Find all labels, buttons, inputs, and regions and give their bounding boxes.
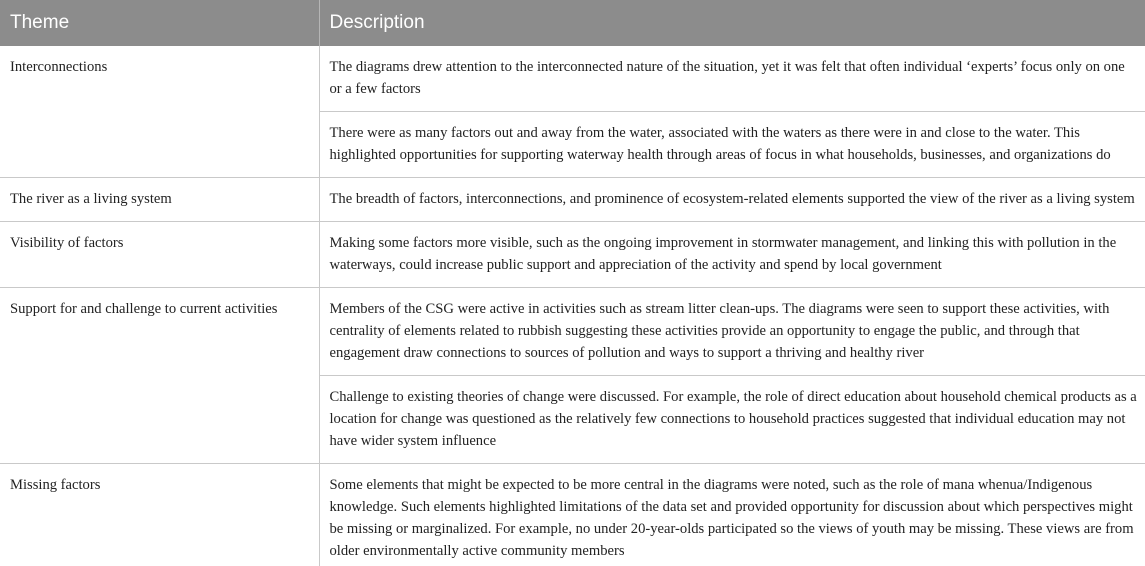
theme-cell: Interconnections: [0, 46, 319, 178]
header-theme: Theme: [0, 0, 319, 46]
table-row: [0, 46, 1145, 112]
table-header-row: [0, 0, 1145, 46]
description-cell: There were as many factors out and away from the water, associated with the waters as there were in and close to the water. This highlighted opportunities for supporting waterway health through areas of focus in what households, businesses, and organizations do: [319, 112, 1145, 178]
table-row: [0, 288, 1145, 376]
description-cell: The breadth of factors, interconnections, and prominence of ecosystem-related elements supported the view of the river as a living system: [319, 178, 1145, 222]
theme-cell: The river as a living system: [0, 178, 319, 222]
description-cell: Making some factors more visible, such as the ongoing improvement in stormwater management, and linking this with pollution in the waterways, could increase public support and appreciation of the activity and spend by local government: [319, 222, 1145, 288]
description-cell: The diagrams drew attention to the interconnected nature of the situation, yet it was felt that often individual ‘experts’ focus only on one or a few factors: [319, 46, 1145, 112]
table-row: [0, 178, 1145, 222]
theme-cell: Support for and challenge to current activities: [0, 288, 319, 464]
table-row: [0, 222, 1145, 288]
header-description: Description: [319, 0, 1145, 46]
table-row: [0, 464, 1145, 566]
description-cell: Some elements that might be expected to be more central in the diagrams were noted, such as the role of mana whenua/Indigenous knowledge. Such elements highlighted limitations of the data set and provided opportunity for discussion about which perspectives might be missing or marginalized. For example, no under 20-year-olds participated so the views of youth may be missing. These views are from older environmentally active community members: [319, 464, 1145, 566]
theme-cell: Missing factors: [0, 464, 319, 566]
description-cell: Challenge to existing theories of change were discussed. For example, the role of direct education about household chemical products as a location for change was questioned as the relatively few connections to household practices suggested that individual education may not have wider system influence: [319, 376, 1145, 464]
theme-cell: Visibility of factors: [0, 222, 319, 288]
description-cell: Members of the CSG were active in activities such as stream litter clean-ups. The diagrams were seen to support these activities, with centrality of elements related to rubbish suggesting these activities provide an opportunity to engage the public, and through that engagement draw connections to sources of pollution and ways to support a thriving and healthy river: [319, 288, 1145, 376]
